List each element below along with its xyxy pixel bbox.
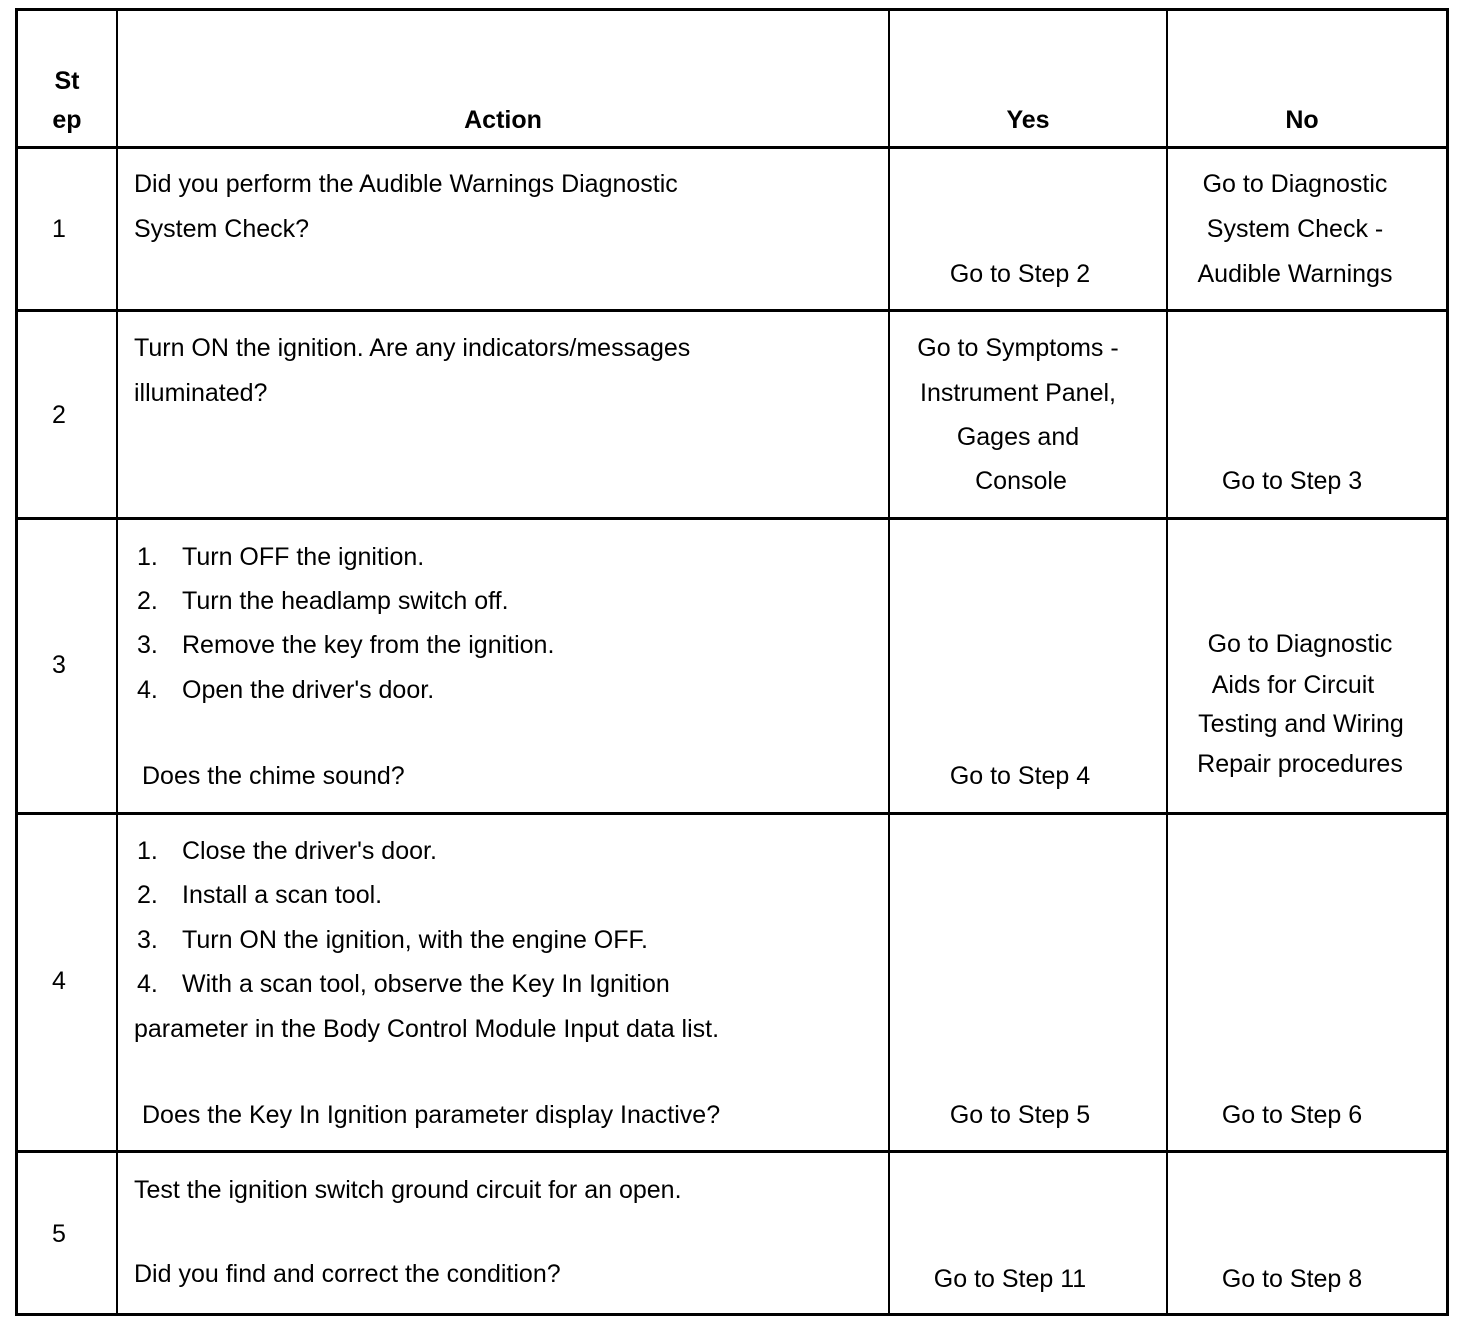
row-divider	[15, 517, 1449, 520]
question-text: Does the chime sound?	[142, 762, 405, 790]
header-step-line1: St	[54, 67, 80, 95]
yes-result: Go to Symptoms -	[917, 334, 1119, 362]
list-number: 3.	[137, 926, 158, 954]
action-text: Did you perform the Audible Warnings Diagnostic	[134, 170, 678, 198]
no-result: Audible Warnings	[1197, 260, 1393, 288]
action-text: illuminated?	[134, 379, 268, 407]
list-number: 1.	[137, 837, 158, 865]
list-number: 1.	[137, 543, 158, 571]
list-text: With a scan tool, observe the Key In Ignition	[182, 970, 670, 998]
step-number: 2	[52, 401, 66, 429]
no-result: Go to Step 3	[1221, 467, 1363, 495]
list-number: 2.	[137, 587, 158, 615]
no-result: Go to Diagnostic	[1207, 630, 1393, 658]
list-text: Turn the headlamp switch off.	[182, 587, 509, 615]
question-text: Did you find and correct the condition?	[134, 1260, 561, 1288]
no-result: Go to Diagnostic	[1202, 170, 1388, 198]
list-number: 3.	[137, 631, 158, 659]
yes-result: Go to Step 4	[949, 762, 1091, 790]
header-action: Action	[464, 106, 542, 134]
row-divider	[15, 146, 1449, 149]
yes-result: Gages and	[956, 423, 1080, 451]
action-text: System Check?	[134, 215, 310, 243]
step-number: 3	[52, 651, 66, 679]
no-result: System Check -	[1206, 215, 1384, 243]
step-number: 4	[52, 967, 66, 995]
yes-result: Go to Step 5	[949, 1101, 1091, 1129]
column-divider	[116, 8, 118, 1316]
row-divider	[15, 812, 1449, 815]
yes-result: Instrument Panel,	[920, 379, 1116, 407]
list-text: Turn OFF the ignition.	[182, 543, 425, 571]
list-text: Close the driver's door.	[182, 837, 437, 865]
row-divider	[15, 309, 1449, 312]
list-number: 2.	[137, 881, 158, 909]
question-text: Does the Key In Ignition parameter display Inactive?	[142, 1101, 721, 1129]
list-text: Install a scan tool.	[182, 881, 383, 909]
action-text: Test the ignition switch ground circuit for an open.	[134, 1176, 682, 1204]
step-number: 1	[52, 215, 66, 243]
list-text: Turn ON the ignition, with the engine OFF.	[182, 926, 648, 954]
yes-result: Go to Step 2	[949, 260, 1091, 288]
header-yes: Yes	[1006, 106, 1050, 134]
list-number: 4.	[137, 676, 158, 704]
yes-result: Go to Step 11	[933, 1265, 1087, 1293]
yes-result: Console	[975, 467, 1067, 495]
no-result: Go to Step 8	[1221, 1265, 1363, 1293]
row-divider	[15, 1150, 1449, 1153]
no-result: Testing and Wiring	[1198, 710, 1404, 738]
action-text: Turn ON the ignition. Are any indicators/messages	[134, 334, 691, 362]
no-result: Go to Step 6	[1221, 1101, 1363, 1129]
no-result: Repair procedures	[1197, 750, 1403, 778]
header-no: No	[1285, 106, 1319, 134]
header-step-line2: ep	[52, 106, 82, 134]
list-text: Remove the key from the ignition.	[182, 631, 555, 659]
list-continuation: parameter in the Body Control Module Input data list.	[134, 1015, 720, 1043]
list-number: 4.	[137, 970, 158, 998]
no-result: Aids for Circuit	[1211, 671, 1375, 699]
step-number: 5	[52, 1220, 66, 1248]
list-text: Open the driver's door.	[182, 676, 435, 704]
